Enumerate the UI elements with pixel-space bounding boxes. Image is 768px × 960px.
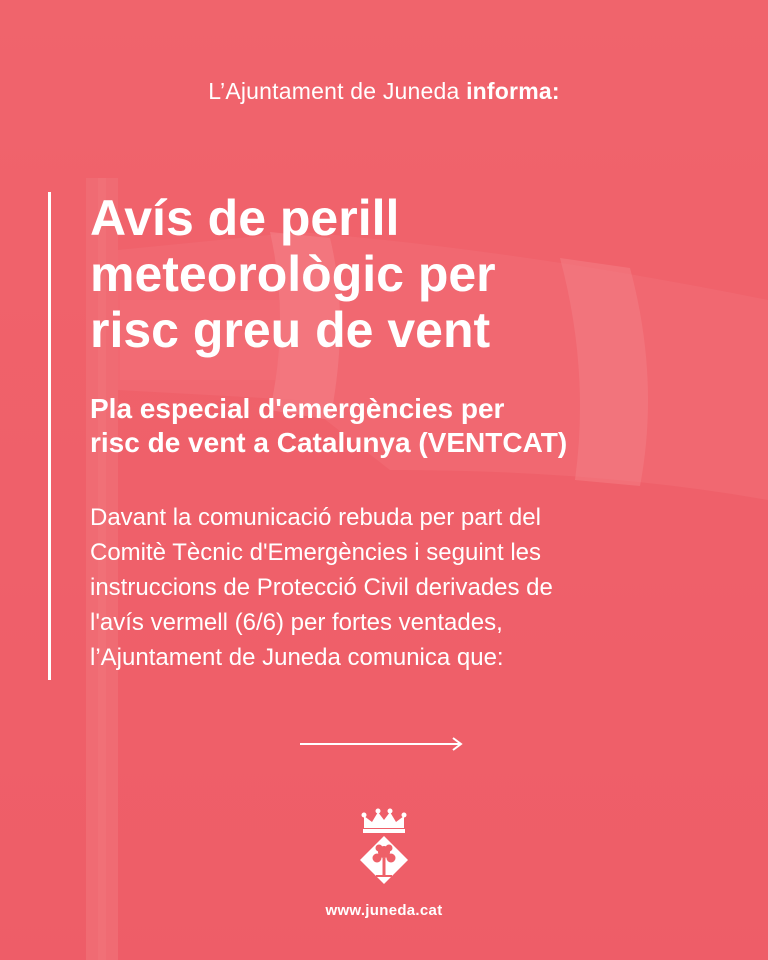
header-prefix: L’Ajuntament de Juneda bbox=[208, 78, 467, 104]
website-link[interactable]: www.juneda.cat bbox=[325, 902, 443, 919]
subtitle bbox=[90, 392, 740, 460]
juneda-coat-of-arms-icon bbox=[358, 806, 410, 886]
page-title bbox=[90, 190, 730, 358]
body-line: Davant la comunicació rebuda per part del bbox=[90, 504, 541, 531]
body-text bbox=[90, 500, 750, 675]
body-line: Comitè Tècnic d'Emergències i seguint les bbox=[90, 539, 542, 566]
body-line: instruccions de Protecció Civil derivades de bbox=[90, 574, 553, 601]
title-line: meteorològic per bbox=[90, 246, 496, 302]
title-line: Avís de perill bbox=[90, 190, 400, 246]
body-line: l’Ajuntament de Juneda comunica que: bbox=[90, 644, 504, 671]
subtitle-line: Pla especial d'emergències per bbox=[90, 393, 505, 424]
subtitle-line: risc de vent a Catalunya (VENTCAT) bbox=[90, 427, 568, 458]
accent-line bbox=[48, 192, 51, 680]
header-text bbox=[0, 78, 768, 105]
title-line: risc greu de vent bbox=[90, 302, 491, 358]
arrow-right-icon[interactable] bbox=[300, 736, 464, 752]
body-line: l'avís vermell (6/6) per fortes ventades, bbox=[90, 609, 503, 636]
header-emphasis: informa: bbox=[466, 78, 560, 104]
